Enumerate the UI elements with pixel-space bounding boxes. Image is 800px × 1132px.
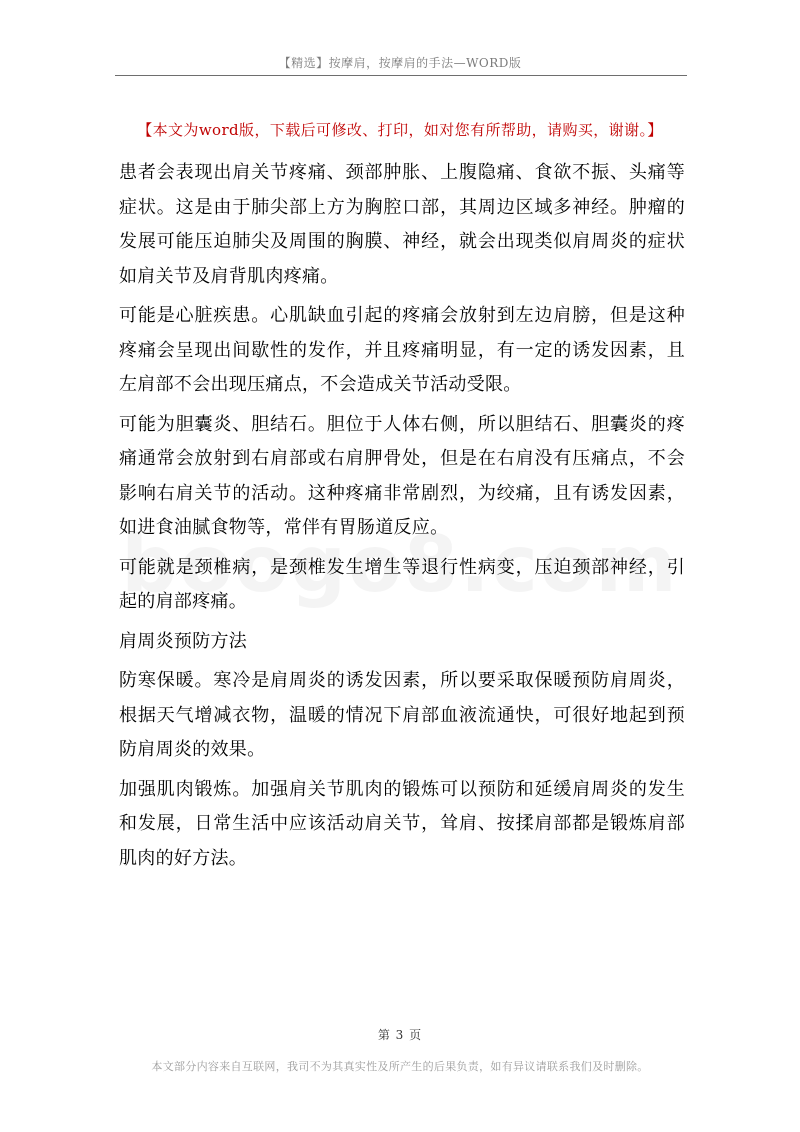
page-footer-disclaimer: 本文部分内容来自互联网，我司不为其真实性及所产生的后果负责，如有异议请联系我们及时删除。 [151,1060,649,1073]
paragraph-keep-warm: 防寒保暖。寒冷是肩周炎的诱发因素，所以要采取保暖预防肩周炎，根据天气增减衣物，温暖的情况下肩部血液流通快，可很好地起到预防肩周炎的效果。 [119,670,685,760]
page-header-title: 【精选】按摩肩，按摩肩的手法—WORD版 [278,56,522,70]
paragraph-muscle-exercise: 加强肌肉锻炼。加强肩关节肌肉的锻炼可以预防和延缓肩周炎的发生和发展，日常生活中应该活动肩关节，耸肩、按揉肩部都是锻炼肩部肌肉的好方法。 [119,778,685,869]
paragraph-lung-tumor: 患者会表现出肩关节疼痛、颈部肿胀、上腹隐痛、食欲不振、头痛等症状。这是由于肺尖部上方为胸腔口部，其周边区域多神经。肿瘤的发展可能压迫肺尖及周围的胸膜、神经，就会出现类似肩周炎的症状如肩关节及肩背肌肉疼痛。 [119,162,685,287]
paragraph-heart-disease: 可能是心脏疾患。心肌缺血引起的疼痛会放射到左边肩膀，但是这种疼痛会呈现出间歇性的发作，并且疼痛明显，有一定的诱发因素，且左肩部不会出现压痛点，不会造成关节活动受限。 [119,305,685,395]
paragraph-gallbladder: 可能为胆囊炎、胆结石。胆位于人体右侧，所以胆结石、胆囊炎的疼痛通常会放射到右肩部或右肩胛骨处，但是在右肩没有压痛点，不会影响右肩关节的活动。这种疼痛非常剧烈，为绞痛，且有诱发因素，如进食油腻食物等，常伴有胃肠道反应。 [119,413,685,538]
header-divider [115,75,687,76]
paragraph-cervical-spondylosis: 可能就是颈椎病，是颈椎发生增生等退行性病变，压迫颈部神经，引起的肩部疼痛。 [119,556,685,612]
page-number: 第 3 页 [377,1028,423,1042]
download-notice: 【本文为word版，下载后可修改、打印，如对您有所帮助，请购买，谢谢。】 [137,121,663,139]
section-heading-prevention: 肩周炎预防方法 [119,630,248,652]
document-body [119,156,685,881]
